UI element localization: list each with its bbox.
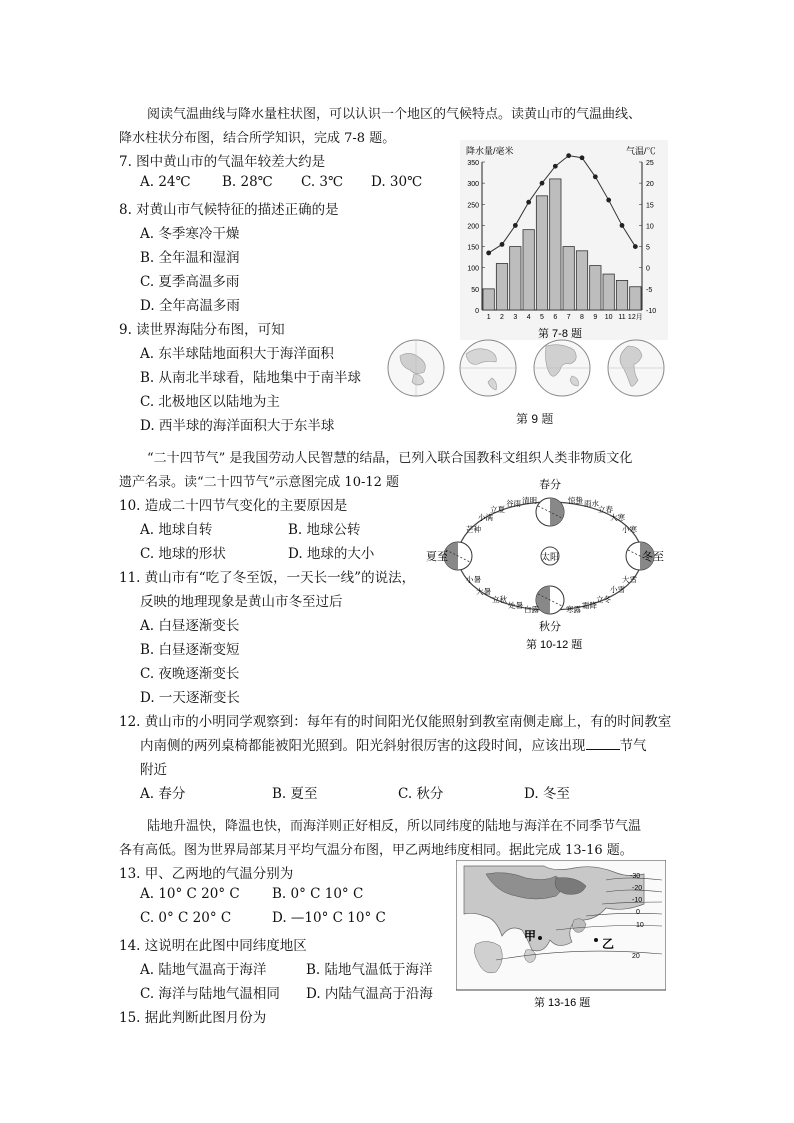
precipitation-bar bbox=[536, 196, 547, 310]
west-hemisphere-globe bbox=[608, 340, 664, 396]
term-summer-solstice: 夏至 bbox=[426, 551, 448, 563]
term-xiaohan: 小寒 bbox=[622, 525, 637, 534]
earth-spring-icon bbox=[536, 498, 564, 526]
q12-answer-blank[interactable] bbox=[586, 737, 620, 750]
earth-summer-icon bbox=[444, 542, 472, 570]
chart-x-tick-label: 5 bbox=[540, 314, 544, 321]
term-bailu: 白露 bbox=[524, 605, 539, 614]
term-xiaoshu: 小暑 bbox=[466, 575, 481, 584]
chart-left-tick-label: 250 bbox=[467, 202, 479, 210]
intro-13-16-line1: 陆地升温快，降温也快，而海洋则正好相反，所以同纬度的陆地与海洋在不同季节气温 bbox=[147, 819, 642, 834]
term-daxue: 大雪 bbox=[622, 575, 637, 584]
q8-option-b[interactable]: B. 全年温和湿润 bbox=[140, 250, 240, 266]
chart-left-tick-label: 0 bbox=[475, 308, 479, 315]
term-hanlu: 寒露 bbox=[566, 605, 581, 614]
temperature-point bbox=[513, 223, 518, 228]
q14-option-b[interactable]: B. 陆地气温低于海洋 bbox=[306, 962, 433, 978]
q8-stem: 8. 对黄山市气候特征的描述正确的是 bbox=[119, 202, 339, 218]
term-lichun: 立春 bbox=[598, 505, 613, 514]
earth-autumn-icon bbox=[536, 586, 564, 614]
temperature-point bbox=[633, 244, 638, 249]
q7-stem: 7. 图中黄山市的气温年较差大约是 bbox=[119, 154, 326, 170]
q10-option-a[interactable]: A. 地球自转 bbox=[140, 522, 213, 538]
chart-right-tick-label: 5 bbox=[646, 244, 650, 252]
q13-stem: 13. 甲、乙两地的气温分别为 bbox=[119, 866, 294, 882]
temperature-point bbox=[526, 200, 531, 205]
precipitation-bar bbox=[510, 247, 521, 310]
q13-option-d[interactable]: D. —10° C 10° C bbox=[272, 910, 386, 926]
precipitation-bar bbox=[630, 287, 641, 310]
chart-left-tick-label: 200 bbox=[467, 223, 479, 231]
chart-left-tick-label: 50 bbox=[471, 286, 479, 294]
q13-option-c[interactable]: C. 0° C 20° C bbox=[140, 910, 232, 926]
q14-stem: 14. 这说明在此图中同纬度地区 bbox=[119, 938, 307, 954]
q8-option-a[interactable]: A. 冬季寒冷干燥 bbox=[140, 226, 240, 242]
q12-option-d[interactable]: D. 冬至 bbox=[524, 786, 570, 802]
climate-chart bbox=[460, 140, 668, 340]
q11-stem-line1: 11. 黄山市有“吃了冬至饭，一天长一线”的说法， bbox=[119, 570, 416, 586]
precipitation-bar bbox=[550, 179, 561, 310]
q11-option-b[interactable]: B. 白昼逐渐变短 bbox=[140, 642, 240, 658]
q12-stem-line2 bbox=[140, 734, 647, 754]
q13-option-a[interactable]: A. 10° C 20° C bbox=[140, 886, 240, 902]
place-a-marker bbox=[538, 936, 542, 940]
chart-x-tick-label: 1 bbox=[486, 314, 491, 321]
term-lidong: 立冬 bbox=[596, 595, 611, 604]
intro-13-16-line2: 各有高低。图为世界局部某月平均气温分布图，甲乙两地纬度相同。据此完成 13-16 题。 bbox=[119, 843, 633, 858]
term-chushu: 处暑 bbox=[508, 601, 523, 610]
chart-right-tick-label: 20 bbox=[646, 181, 654, 189]
q7-option-d[interactable]: D. 30℃ bbox=[371, 174, 423, 190]
north-hemisphere-globe bbox=[388, 340, 444, 396]
place-b-label: 乙 bbox=[602, 937, 615, 951]
term-liqiu: 立秋 bbox=[492, 595, 507, 604]
q9-option-b[interactable]: B. 从南北半球看，陆地集中于南半球 bbox=[140, 370, 362, 386]
q8-option-c[interactable]: C. 夏季高温多雨 bbox=[140, 274, 240, 290]
precipitation-bar bbox=[483, 289, 494, 310]
chart-left-tick-label: 100 bbox=[467, 265, 479, 273]
chart-right-tick-label: 0 bbox=[646, 265, 650, 273]
term-dahan: 大寒 bbox=[610, 513, 625, 522]
place-a-label: 甲 bbox=[524, 929, 537, 943]
q14-option-c[interactable]: C. 海洋与陆地气温相同 bbox=[140, 986, 280, 1002]
isotherm-label-20: 20 bbox=[632, 953, 640, 960]
chart-x-tick-label: 6 bbox=[553, 314, 558, 321]
temperature-point bbox=[593, 174, 598, 179]
chart-left-axis-label: 降水量/毫米 bbox=[466, 146, 514, 156]
chart-x-tick-label: 9 bbox=[593, 314, 598, 321]
q12-stem-line2-text: 内南侧的两列桌椅都能被阳光照到。阳光斜射很厉害的这段时间，应该出现 bbox=[140, 738, 586, 754]
term-mangzhong: 芒种 bbox=[466, 525, 481, 534]
precipitation-bar bbox=[590, 266, 601, 310]
q11-stem-line2: 反映的地理现象是黄山市冬至过后 bbox=[140, 594, 343, 610]
chart-caption: 第 7-8 题 bbox=[538, 328, 583, 340]
isotherm-label-minus10: -10 bbox=[632, 897, 643, 904]
intro-10-12-line2: 遗产名录。读“二十四节气”示意图完成 10-12 题 bbox=[119, 475, 400, 490]
term-shuangjiang: 霜降 bbox=[582, 601, 597, 610]
isotherm-label-minus20: -20 bbox=[632, 885, 643, 892]
q13-option-b[interactable]: B. 0° C 10° C bbox=[272, 886, 364, 902]
solar-terms-diagram bbox=[426, 476, 666, 652]
chart-x-tick-label: 3 bbox=[513, 314, 518, 321]
chart-left-tick-label: 300 bbox=[467, 181, 479, 189]
place-b-marker bbox=[594, 938, 598, 942]
q12-stem-line1: 12. 黄山市的小明同学观察到：每年有的时间阳光仅能照射到教室南侧走廊上，有的时间教室 bbox=[119, 714, 672, 730]
q8-option-d[interactable]: D. 全年高温多雨 bbox=[140, 298, 240, 314]
q14-option-a[interactable]: A. 陆地气温高于海洋 bbox=[140, 962, 267, 978]
precipitation-bar bbox=[603, 274, 614, 310]
q15-stem: 15. 据此判断此图月份为 bbox=[119, 1010, 267, 1026]
south-hemisphere-globe bbox=[460, 340, 516, 396]
intro-7-8-line2: 降水柱状分布图，结合所学知识，完成 7-8 题。 bbox=[119, 131, 396, 146]
temperature-map bbox=[456, 860, 666, 1010]
temperature-point bbox=[620, 223, 625, 228]
precipitation-bar bbox=[616, 280, 627, 310]
chart-x-tick-label: 7 bbox=[566, 314, 571, 321]
chart-right-tick-label: -10 bbox=[646, 308, 657, 315]
chart-right-axis-label: 气温/℃ bbox=[626, 146, 656, 156]
q9-caption: 第 9 题 bbox=[516, 412, 554, 426]
q11-option-d[interactable]: D. 一天逐渐变长 bbox=[140, 690, 240, 706]
q9-stem: 9. 读世界海陆分布图，可知 bbox=[119, 322, 285, 338]
q10-stem: 10. 造成二十四节气变化的主要原因是 bbox=[119, 498, 348, 514]
term-guyu: 谷雨 bbox=[506, 499, 521, 508]
precipitation-bar bbox=[523, 230, 534, 310]
q12-stem-line2-suffix: 节气 bbox=[619, 738, 647, 754]
chart-left-tick-label: 150 bbox=[467, 244, 479, 252]
temperature-point bbox=[500, 242, 505, 247]
term-spring-equinox: 春分 bbox=[539, 479, 561, 491]
term-qingming: 清明 bbox=[522, 496, 537, 505]
chart-right-tick-label: -5 bbox=[646, 286, 653, 294]
term-autumn-equinox: 秋分 bbox=[539, 621, 561, 633]
chart-x-tick-label: 2 bbox=[500, 314, 504, 321]
hemisphere-maps bbox=[380, 338, 678, 400]
q14-option-d[interactable]: D. 内陆气温高于沿海 bbox=[306, 986, 433, 1002]
chart-left-tick-label: 350 bbox=[467, 160, 479, 167]
chart-x-tick-label: 8 bbox=[580, 314, 584, 321]
term-jingzhe: 惊蛰 bbox=[568, 496, 583, 505]
chart-x-tick-label: 12月 bbox=[627, 314, 643, 321]
chart-right-tick-label: 10 bbox=[646, 223, 654, 231]
q9-option-d[interactable]: D. 西半球的海洋面积大于东半球 bbox=[140, 418, 335, 434]
chart-x-tick-label: 4 bbox=[526, 314, 531, 321]
q10-option-b[interactable]: B. 地球公转 bbox=[288, 522, 361, 538]
precipitation-bar bbox=[496, 263, 507, 310]
q9-option-a[interactable]: A. 东半球陆地面积大于海洋面积 bbox=[140, 346, 334, 362]
q10-option-c[interactable]: C. 地球的形状 bbox=[140, 546, 226, 562]
q12-stem-line3: 附近 bbox=[140, 762, 167, 778]
q12-option-a[interactable]: A. 春分 bbox=[140, 786, 186, 802]
temperature-point bbox=[566, 153, 571, 158]
term-xiaoman: 小满 bbox=[478, 513, 493, 522]
term-xiaoxue: 小雪 bbox=[610, 585, 625, 594]
intro-10-12-line1: “二十四节气” 是我国劳动人民智慧的结晶，已列入联合国教科文组织人类非物质文化 bbox=[147, 451, 633, 466]
temperature-point bbox=[580, 155, 585, 160]
q12-option-c[interactable]: C. 秋分 bbox=[398, 786, 444, 802]
precipitation-bar bbox=[563, 247, 574, 310]
intro-7-8-line1: 阅读气温曲线与降水量柱状图，可以认识一个地区的气候特点。读黄山市的气温曲线、 bbox=[147, 107, 642, 122]
temperature-point bbox=[606, 198, 611, 203]
chart-x-tick-label: 10 bbox=[604, 314, 613, 321]
term-dashu: 大暑 bbox=[476, 587, 491, 596]
q7-option-a[interactable]: A. 24℃ bbox=[140, 174, 191, 190]
term-yushui: 雨水 bbox=[584, 499, 599, 508]
term-lixia: 立夏 bbox=[490, 505, 505, 514]
chart-x-tick-label: 11 bbox=[618, 314, 626, 321]
q7-option-b[interactable]: B. 28℃ bbox=[222, 174, 273, 190]
solar-terms-caption: 第 10-12 题 bbox=[526, 639, 583, 651]
chart-right-tick-label: 25 bbox=[646, 160, 654, 167]
q10-option-d[interactable]: D. 地球的大小 bbox=[288, 546, 375, 562]
precipitation-bar bbox=[576, 251, 587, 310]
isotherm-label-minus30: -30 bbox=[630, 873, 641, 880]
q12-option-b[interactable]: B. 夏至 bbox=[272, 786, 318, 802]
isotherm-label-10: 10 bbox=[636, 922, 644, 929]
temperature-map-caption: 第 13-16 题 bbox=[534, 997, 591, 1009]
q9-option-c[interactable]: C. 北极地区以陆地为主 bbox=[140, 394, 280, 410]
term-winter-solstice: 冬至 bbox=[642, 551, 664, 563]
temperature-point bbox=[486, 251, 491, 256]
chart-right-tick-label: 15 bbox=[646, 202, 654, 210]
temperature-point bbox=[553, 164, 558, 169]
temperature-point bbox=[540, 181, 545, 186]
q11-option-a[interactable]: A. 白昼逐渐变长 bbox=[140, 618, 240, 634]
isotherm-label-0: 0 bbox=[636, 909, 640, 916]
q11-option-c[interactable]: C. 夜晚逐渐变长 bbox=[140, 666, 240, 682]
east-hemisphere-globe bbox=[534, 340, 590, 396]
sun-label: 太阳 bbox=[540, 552, 560, 562]
q7-option-c[interactable]: C. 3℃ bbox=[301, 174, 344, 190]
